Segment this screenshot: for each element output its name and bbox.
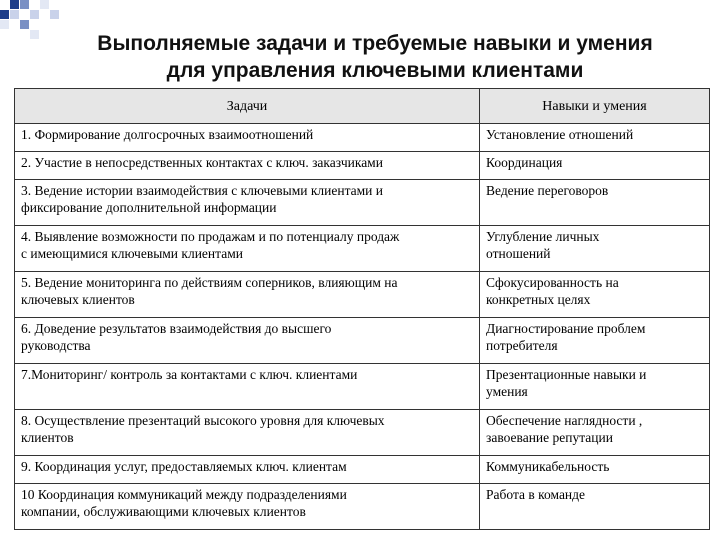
skill-text: Координация xyxy=(486,155,563,170)
task-cell xyxy=(15,180,480,226)
table-row xyxy=(15,180,710,226)
skill-text: Презентационные навыки и умения xyxy=(486,367,647,399)
skill-cell xyxy=(480,484,710,530)
task-text: 8. Осуществление презентаций высокого уровня для ключевых клиентов xyxy=(21,413,385,445)
skill-text: Установление отношений xyxy=(486,127,634,142)
table-row xyxy=(15,272,710,318)
task-text: 2. Участие в непосредственных контактах с ключ. заказчиками xyxy=(21,155,383,170)
task-text: 9. Координация услуг, предоставляемых ключ. клиентам xyxy=(21,459,347,474)
skill-text: Обеспечение наглядности , завоевание репутации xyxy=(486,413,643,445)
table-row xyxy=(15,152,710,180)
header-tasks: Задачи xyxy=(15,89,480,124)
skill-cell xyxy=(480,152,710,180)
skill-cell xyxy=(480,318,710,364)
skill-cell xyxy=(480,124,710,152)
task-text: 10 Координация коммуникаций между подразделениями компании, обслуживающими ключевых клиентов xyxy=(21,487,347,519)
skill-cell xyxy=(480,180,710,226)
title-line-2: для управления ключевыми клиентами xyxy=(166,59,584,82)
skill-text: Диагностирование проблем потребителя xyxy=(486,321,646,353)
table-row xyxy=(15,410,710,456)
task-text: 6. Доведение результатов взаимодействия до высшего руководства xyxy=(21,321,332,353)
skill-cell xyxy=(480,364,710,410)
page-title xyxy=(40,30,710,84)
table-row xyxy=(15,226,710,272)
skill-cell xyxy=(480,272,710,318)
task-cell xyxy=(15,226,480,272)
skill-text: Ведение переговоров xyxy=(486,183,609,198)
task-text: 3. Ведение истории взаимодействия с ключевыми клиентами и фиксирование дополнительной информации xyxy=(21,183,384,215)
skill-text: Коммуникабельность xyxy=(486,459,610,474)
task-cell xyxy=(15,272,480,318)
task-cell xyxy=(15,484,480,530)
task-cell xyxy=(15,364,480,410)
title-line-1: Выполняемые задачи и требуемые навыки и умения xyxy=(97,32,653,55)
skill-cell xyxy=(480,410,710,456)
table-row xyxy=(15,456,710,484)
skill-text: Работа в команде xyxy=(486,487,586,502)
task-text: 4. Выявление возможности по продажам и по потенциалу продаж с имеющимися ключевыми клиентами xyxy=(21,229,400,261)
table-row xyxy=(15,124,710,152)
table-header-row xyxy=(15,89,710,124)
table-row xyxy=(15,318,710,364)
skill-cell xyxy=(480,226,710,272)
tasks-skills-table xyxy=(14,88,710,530)
task-cell xyxy=(15,410,480,456)
task-cell xyxy=(15,152,480,180)
skill-text: Углубление личных отношений xyxy=(486,229,600,261)
skill-text: Сфокусированность на конкретных целях xyxy=(486,275,619,307)
task-text: 5. Ведение мониторинга по действиям соперников, влияющим на ключевых клиентов xyxy=(21,275,398,307)
task-cell xyxy=(15,124,480,152)
skill-cell xyxy=(480,456,710,484)
table-row xyxy=(15,364,710,410)
task-cell xyxy=(15,456,480,484)
task-text: 1. Формирование долгосрочных взаимоотношений xyxy=(21,127,314,142)
header-skills: Навыки и умения xyxy=(480,89,710,124)
task-text: 7.Мониторинг/ контроль за контактами с ключ. клиентами xyxy=(21,367,358,382)
table-row xyxy=(15,484,710,530)
task-cell xyxy=(15,318,480,364)
